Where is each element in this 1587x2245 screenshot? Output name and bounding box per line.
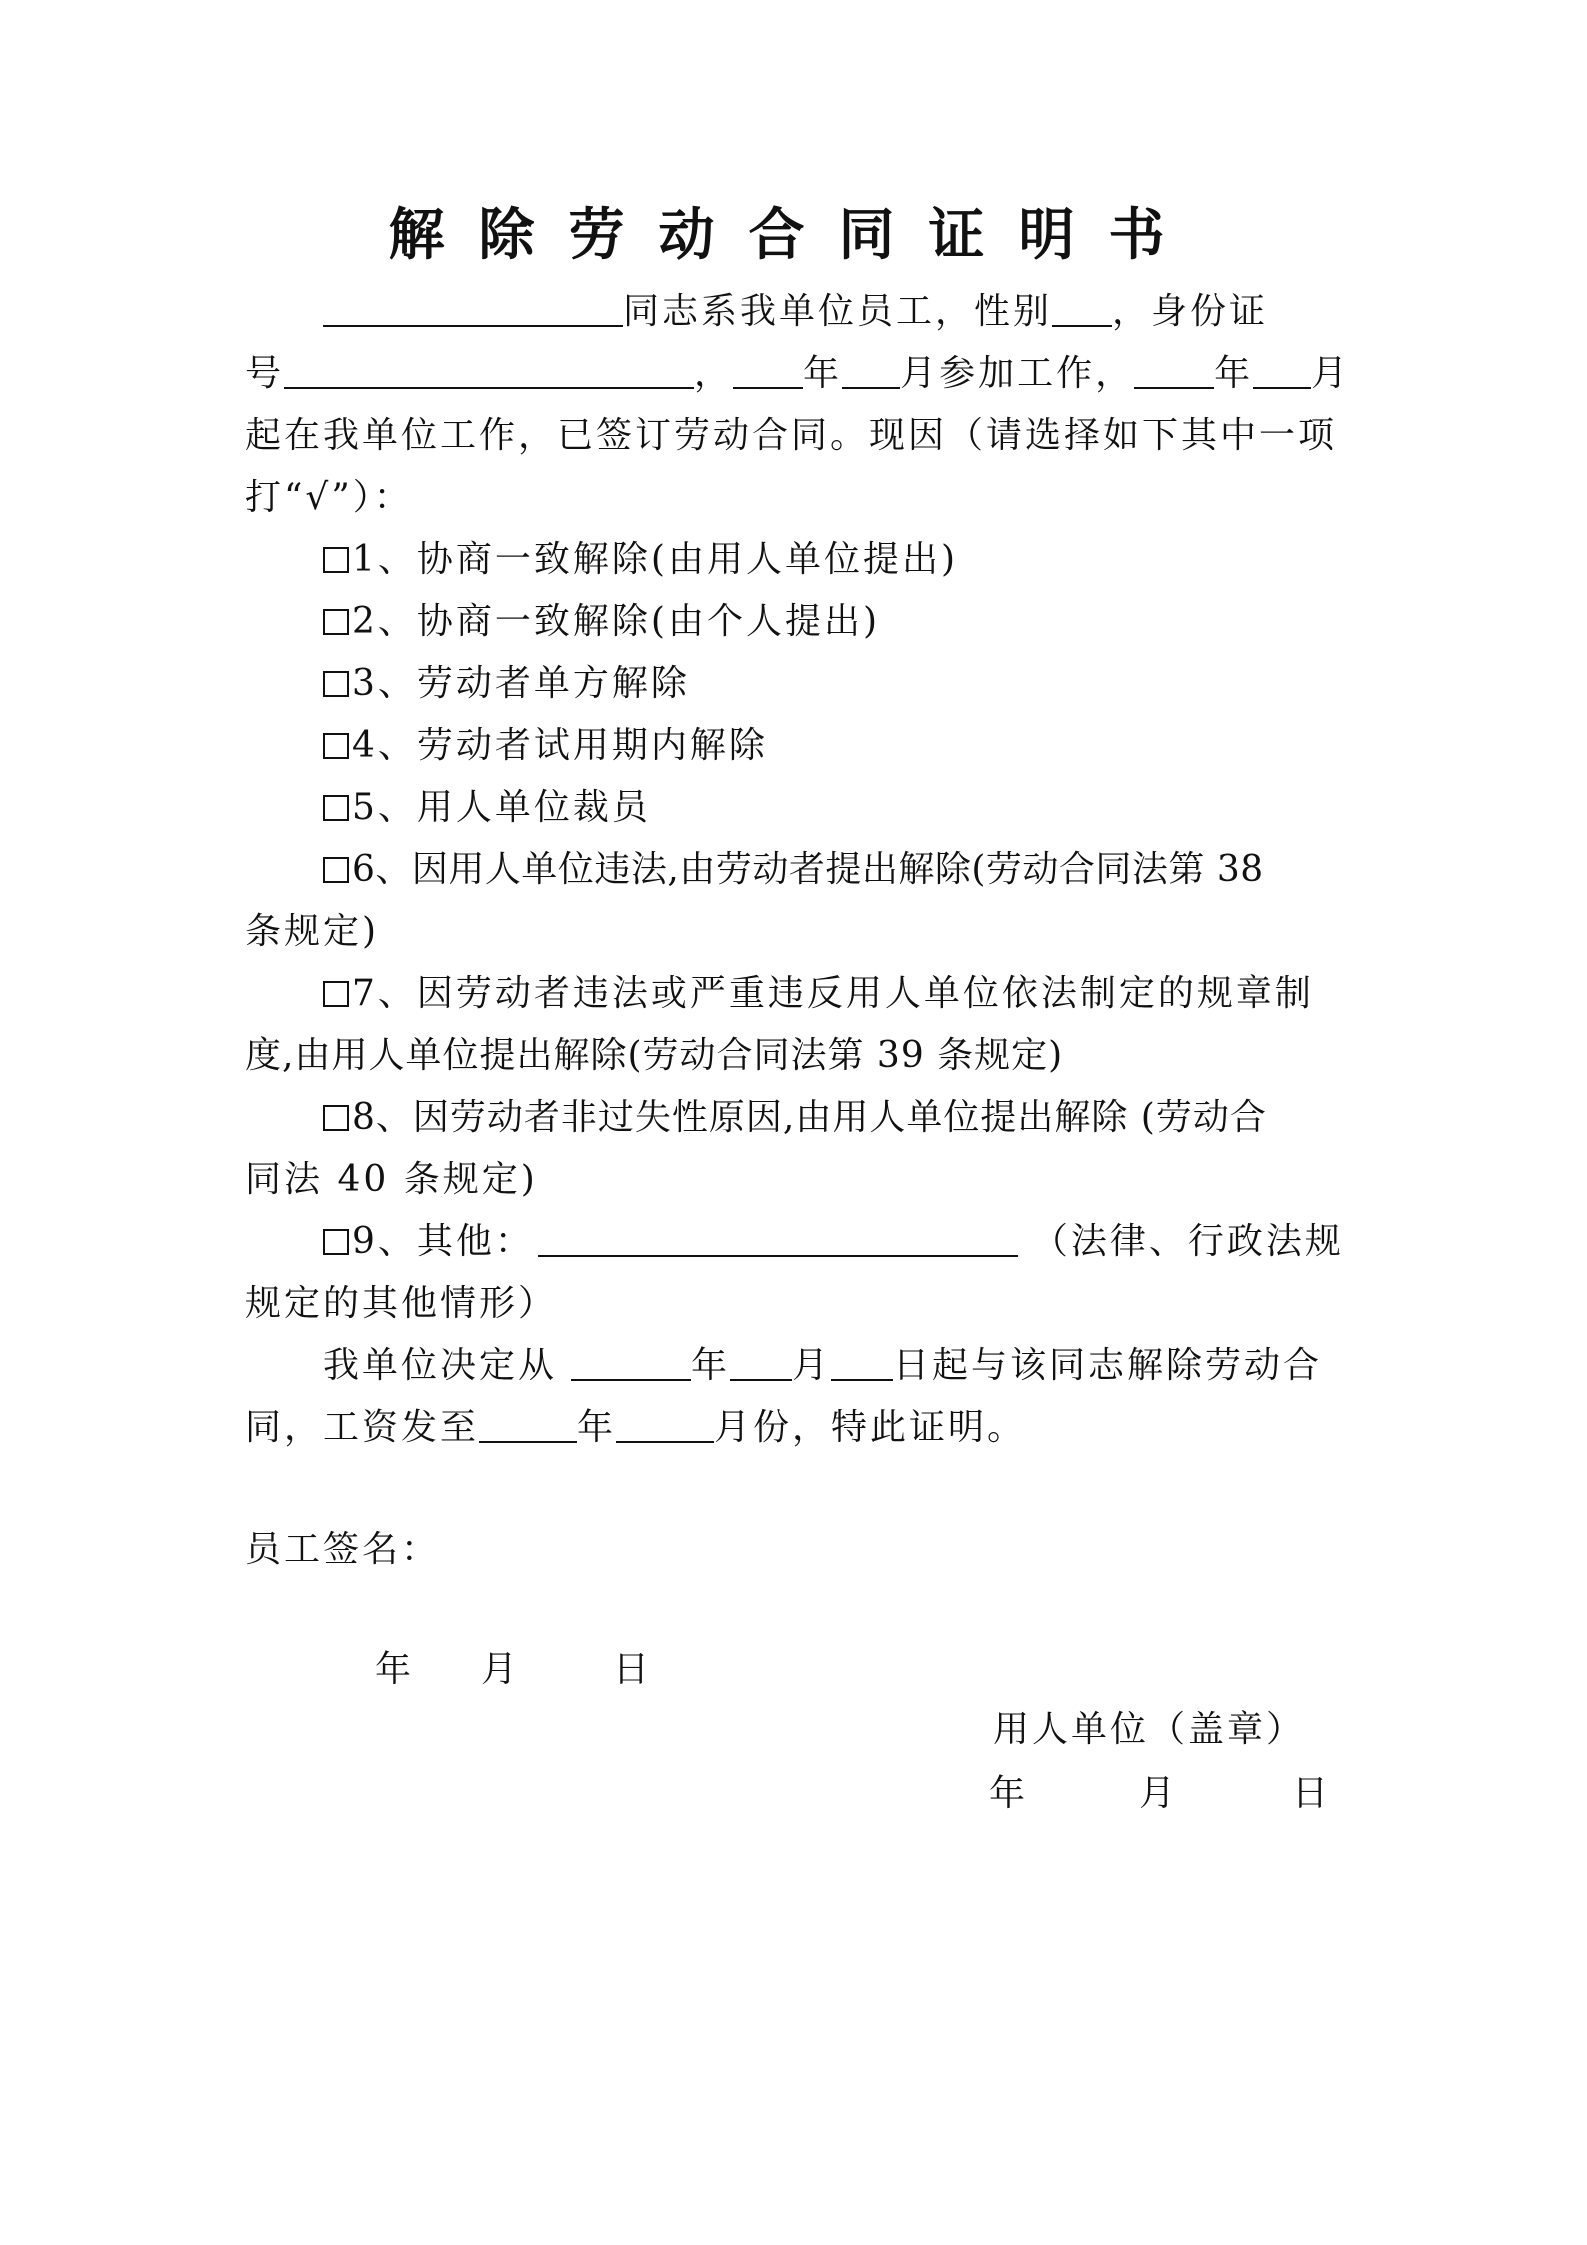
decision-text-3: 同，工资发至 bbox=[245, 1407, 480, 1448]
employee-date-month: 月 bbox=[481, 1649, 521, 1690]
decision-line-1 bbox=[323, 1344, 1322, 1388]
join-month-blank[interactable] bbox=[842, 353, 900, 389]
year-label: 年 bbox=[577, 1407, 617, 1448]
intro-comma: ， bbox=[694, 353, 734, 394]
option-8-checkbox[interactable] bbox=[323, 1105, 349, 1131]
intro-text-2: ，身份证 bbox=[1112, 291, 1269, 332]
option-7-checkbox[interactable] bbox=[323, 981, 349, 1007]
option-1-checkbox[interactable] bbox=[323, 547, 349, 573]
option-4-label: 4、劳动者试用期内解除 bbox=[352, 725, 768, 766]
option-2-checkbox[interactable] bbox=[323, 609, 349, 635]
option-8 bbox=[323, 1096, 1267, 1140]
start-month-blank[interactable] bbox=[1253, 353, 1311, 389]
option-9-label: 9、其他： bbox=[352, 1221, 534, 1262]
option-2 bbox=[323, 600, 880, 644]
join-year-blank[interactable] bbox=[733, 353, 803, 389]
option-7 bbox=[323, 972, 1314, 1016]
year-label: 年 bbox=[1214, 353, 1254, 394]
month-label: 月 bbox=[900, 353, 940, 394]
option-5 bbox=[323, 786, 651, 830]
intro-join-text: 参加工作， bbox=[939, 353, 1135, 394]
option-9-continued: 规定的其他情形） bbox=[245, 1283, 558, 1324]
decision-text-1: 我单位决定从 bbox=[323, 1345, 558, 1386]
option-1-label: 1、协商一致解除(由用人单位提出) bbox=[352, 539, 958, 580]
option-2-label: 2、协商一致解除(由个人提出) bbox=[352, 601, 880, 642]
employer-seal-label: 用人单位（盖章） bbox=[993, 1709, 1306, 1750]
employer-date-day: 日 bbox=[1292, 1773, 1332, 1814]
end-month-blank[interactable] bbox=[730, 1345, 792, 1381]
gender-blank[interactable] bbox=[1052, 291, 1112, 327]
end-day-blank[interactable] bbox=[831, 1345, 893, 1381]
employee-date-year: 年 bbox=[375, 1649, 415, 1690]
intro-line-2 bbox=[245, 352, 1350, 396]
year-label: 年 bbox=[803, 353, 843, 394]
document-title: 解除劳动合同证明书 bbox=[388, 202, 1199, 268]
employee-signature-label: 员工签名： bbox=[245, 1529, 441, 1570]
month-label: 月 bbox=[1311, 353, 1351, 394]
salary-year-blank[interactable] bbox=[479, 1407, 577, 1443]
option-5-label: 5、用人单位裁员 bbox=[352, 787, 651, 828]
option-6-checkbox[interactable] bbox=[323, 857, 349, 883]
decision-text-2: 日起与该同志解除劳动合 bbox=[893, 1345, 1323, 1386]
option-6-continued: 条规定) bbox=[245, 911, 380, 952]
option-7-label: 7、因劳动者违法或严重违反用人单位依法制定的规章制 bbox=[352, 973, 1314, 1014]
option-8-continued: 同法 40 条规定) bbox=[245, 1159, 538, 1200]
end-year-blank[interactable] bbox=[571, 1345, 691, 1381]
option-3 bbox=[323, 662, 690, 706]
option-6 bbox=[323, 848, 1264, 892]
option-9-suffix: （法律、行政法规 bbox=[1031, 1221, 1344, 1262]
salary-month-blank[interactable] bbox=[616, 1407, 714, 1443]
id-number-blank[interactable] bbox=[284, 353, 694, 389]
option-3-label: 3、劳动者单方解除 bbox=[352, 663, 690, 704]
intro-text-1: 同志系我单位员工，性别 bbox=[623, 291, 1053, 332]
decision-text-4: 月份，特此证明。 bbox=[714, 1407, 1027, 1448]
employee-date-day: 日 bbox=[613, 1649, 653, 1690]
intro-id-label: 号 bbox=[245, 353, 285, 394]
intro-line-1 bbox=[323, 290, 1268, 334]
intro-line-4: 打“√”）： bbox=[245, 477, 413, 518]
option-9-checkbox[interactable] bbox=[323, 1229, 349, 1255]
option-9 bbox=[323, 1220, 1344, 1264]
option-4-checkbox[interactable] bbox=[323, 733, 349, 759]
option-3-checkbox[interactable] bbox=[323, 671, 349, 697]
month-label: 月 bbox=[792, 1345, 832, 1386]
start-year-blank[interactable] bbox=[1134, 353, 1214, 389]
intro-line-3: 起在我单位工作，已签订劳动合同。现因（请选择如下其中一项 bbox=[245, 415, 1338, 456]
other-reason-blank[interactable] bbox=[538, 1221, 1018, 1257]
option-5-checkbox[interactable] bbox=[323, 795, 349, 821]
option-4 bbox=[323, 724, 768, 768]
name-blank[interactable] bbox=[323, 291, 623, 327]
year-label: 年 bbox=[691, 1345, 731, 1386]
option-7-continued: 度,由用人单位提出解除(劳动合同法第 39 条规定) bbox=[245, 1035, 1064, 1076]
employer-date-month: 月 bbox=[1139, 1773, 1179, 1814]
decision-line-2 bbox=[245, 1406, 1026, 1450]
option-8-label: 8、因劳动者非过失性原因,由用人单位提出解除 (劳动合 bbox=[352, 1097, 1267, 1138]
option-1 bbox=[323, 538, 958, 582]
option-6-label: 6、因用人单位违法,由劳动者提出解除(劳动合同法第 38 bbox=[352, 849, 1264, 890]
employer-date-year: 年 bbox=[989, 1773, 1029, 1814]
